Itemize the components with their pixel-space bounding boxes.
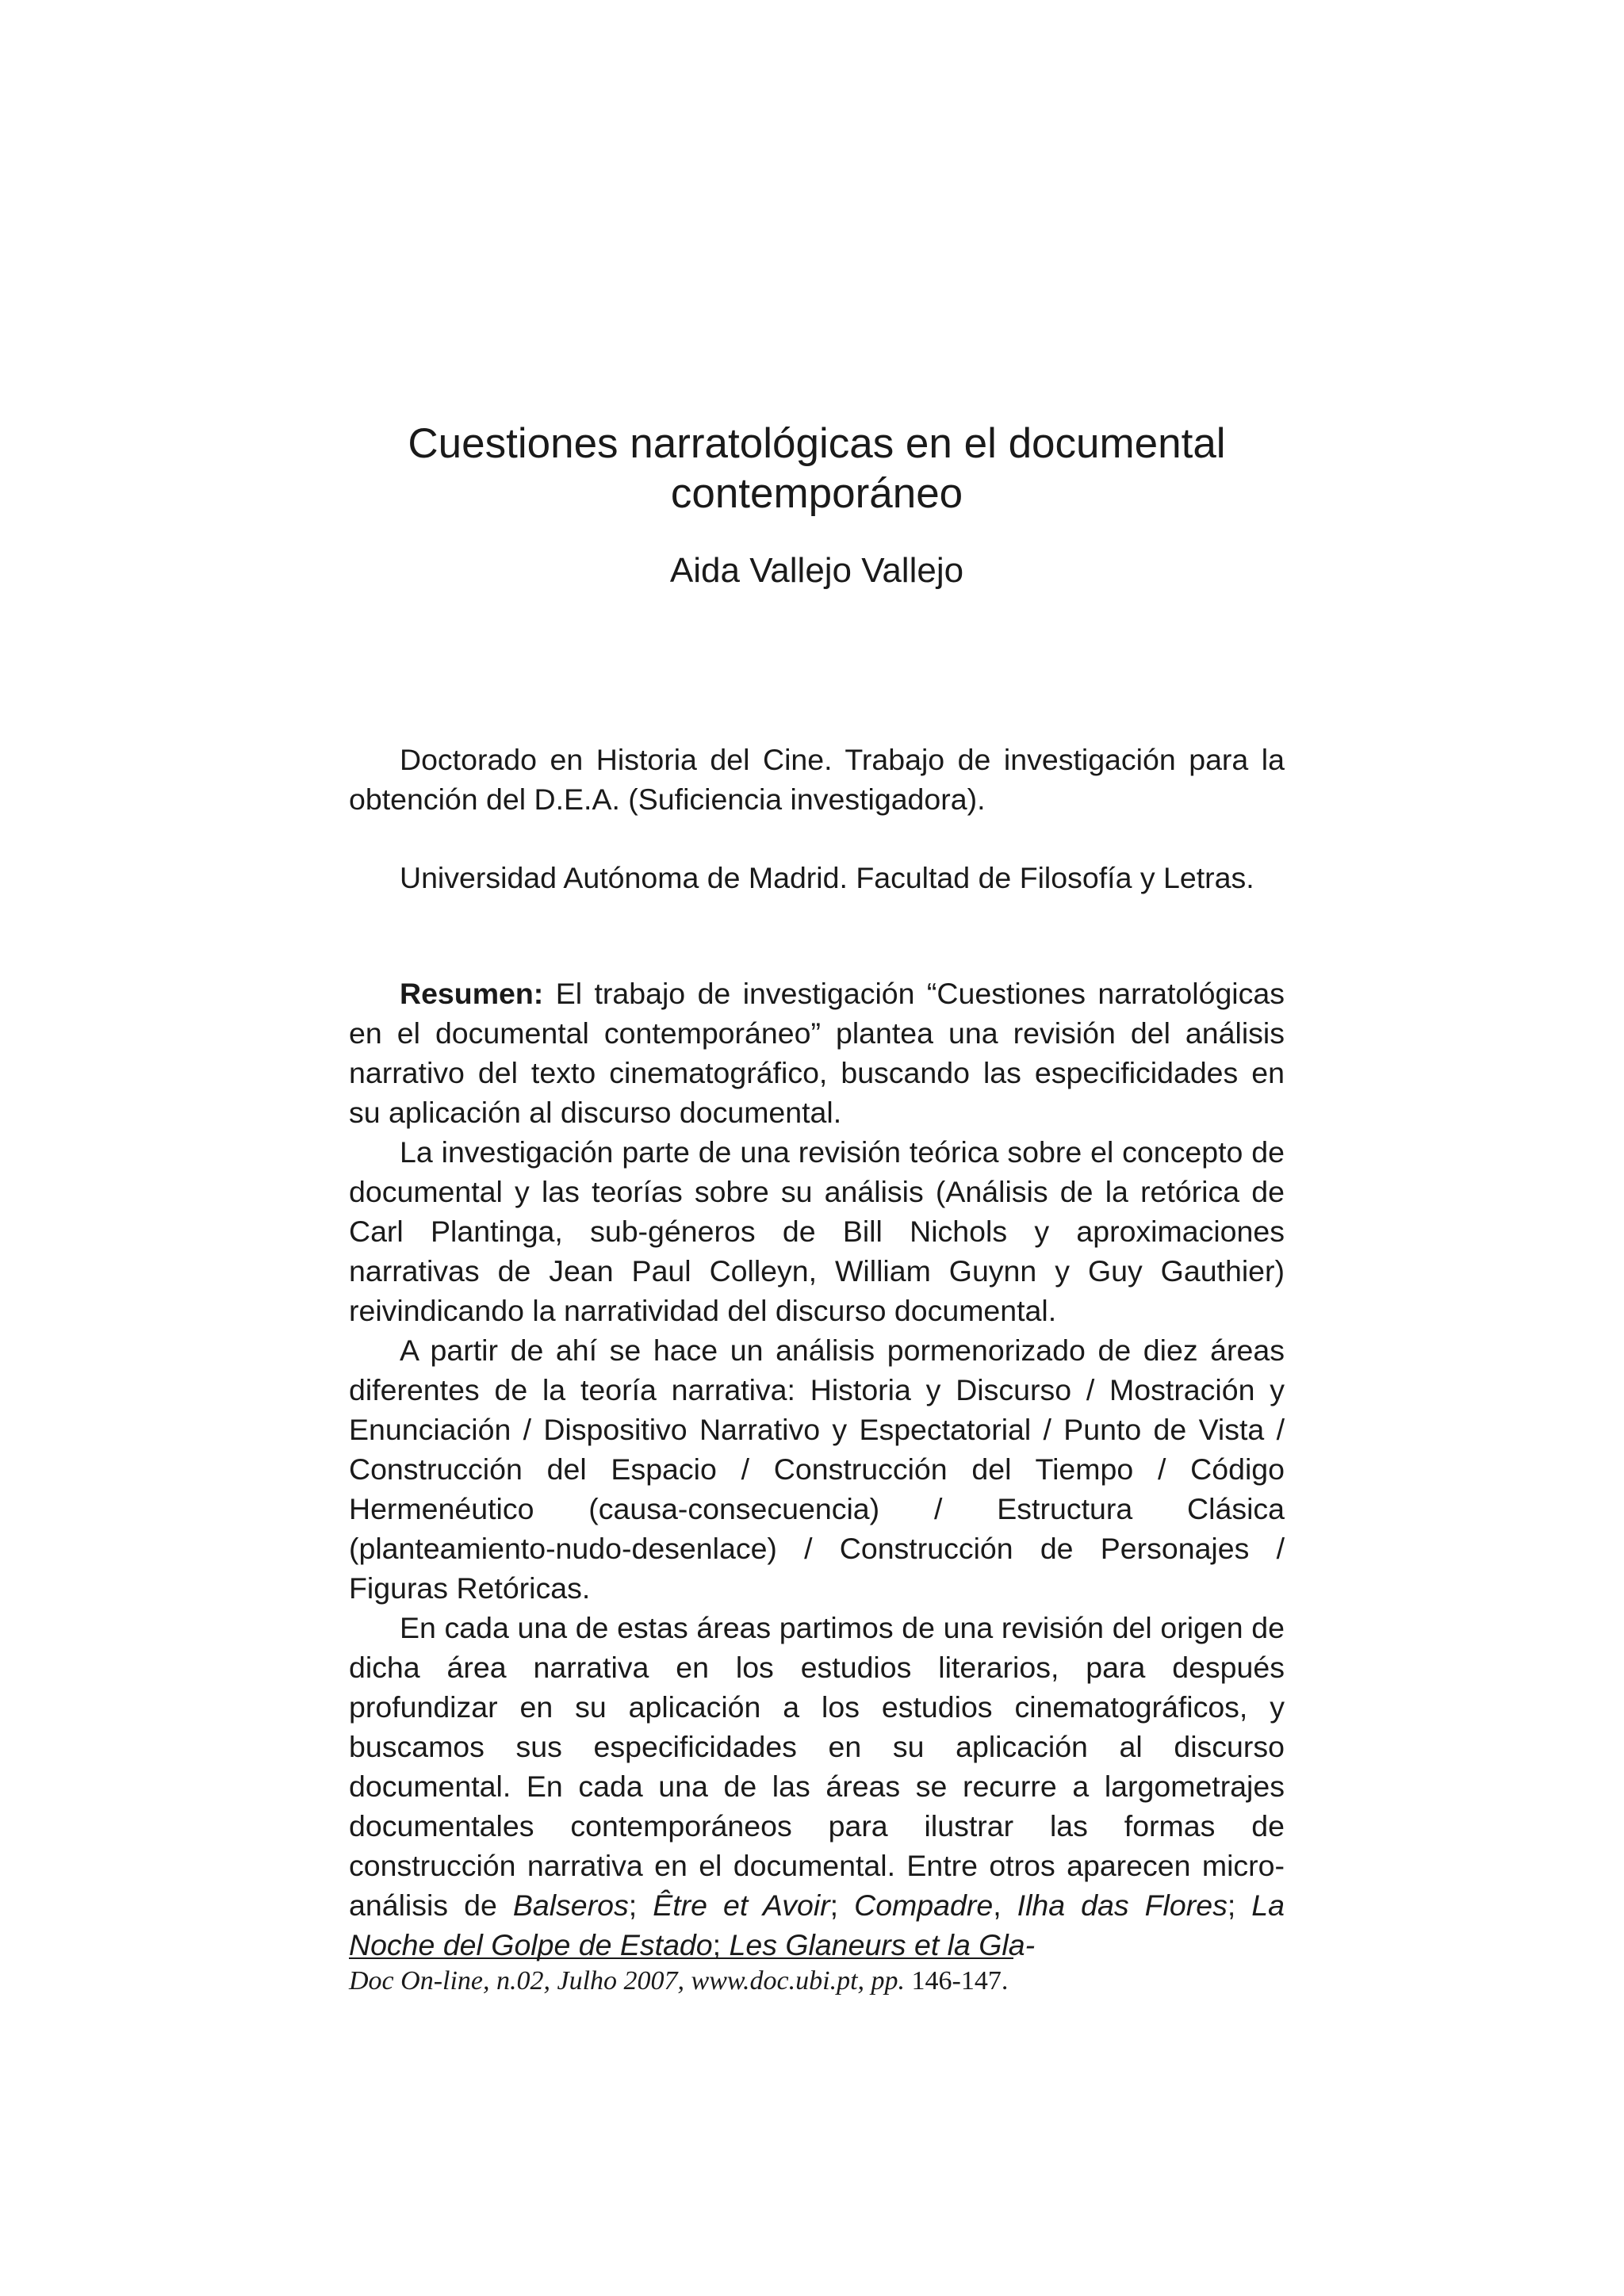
affiliation-university [349, 858, 1285, 897]
footer-citation: Doc On-line, n.02, Julho 2007, www.doc.ubi.pt, pp. [349, 1966, 906, 1996]
abstract-lead: Resumen: [400, 977, 544, 1010]
film-title: Être et Avoir [653, 1888, 830, 1922]
abstract-paragraph-4: En cada una de estas áreas partimos de una revisión del origen de dicha área narrativa en los estudios literarios, para después profundizar en su aplicación a los estudios cinematográficos, y buscamos sus especificidades en su aplicación al discurso documental. En cada una de las áreas se recurre a largometrajes documentales contemporáneos para ilustrar las formas de construcción narrativa en el documental. Entre otros aparecen micro-análisis de Balseros; Être et Avoir; Compadre, Ilha das Flores; La Noche del Golpe de Estado; Les Glaneurs et la Gla- [349, 1611, 1285, 1961]
author-name: Aida Vallejo Vallejo [669, 551, 964, 590]
abstract-p1-text: El trabajo de investigación “Cuestiones narratológicas en el documental contemporáneo” plantea una revisión del análisis narrativo del texto cinematográfico, buscando las especificidades en su aplicación al discurso documental. [349, 977, 1285, 1129]
footer-pages: 146-147 [911, 1966, 1002, 1996]
footnote-rule [349, 1957, 1013, 1959]
film-title: Ilha das Flores [1017, 1888, 1228, 1922]
abstract [349, 974, 1285, 1965]
abstract-p4-text: En cada una de estas áreas partimos de una revisión del origen de dicha área narrativa en los estudios literarios, para después profundizar en su aplicación a los estudios cinematográficos, y buscamos sus especificidades en su aplicación al discurso documental. En cada una de las áreas se recurre a largometrajes documentales contemporáneos para ilustrar las formas de construcción narrativa en el documental. Entre otros aparecen micro-análisis de [349, 1611, 1285, 1922]
film-title: Les Glaneurs et la Gla- [729, 1928, 1036, 1961]
affiliation-degree [349, 740, 1285, 819]
degree-text: Doctorado en Historia del Cine. Trabajo de investigación para la obtención del D.E.A. (Suficiencia investigadora). [349, 743, 1285, 816]
abstract-paragraph-3: A partir de ahí se hace un análisis pormenorizado de diez áreas diferentes de la teoría narrativa: Historia y Discurso / Mostración y Enunciación / Dispositivo Narrativo y Espectatorial / Punto de Vista / Construcción del Espacio / Construcción del Tiempo / Código Hermenéutico (causa-consecuencia) / Estructura Clásica (planteamiento-nudo-desenlace) / Construcción de Personajes / Figuras Retóricas. [349, 1334, 1285, 1605]
page-footer [349, 1964, 1008, 1999]
article-title [349, 419, 1285, 519]
title-line-2: contemporáneo [670, 470, 963, 517]
film-title: Balseros [512, 1888, 629, 1922]
abstract-paragraph-2: La investigación parte de una revisión teórica sobre el concepto de documental y las teorías sobre su análisis (Análisis de la retórica de Carl Plantinga, sub-géneros de Bill Nichols y aproximaciones narrativas de Jean Paul Colleyn, William Guynn y Guy Gauthier) reivindicando la narratividad del discurso documental. [349, 1135, 1285, 1327]
film-title: Compadre [854, 1888, 994, 1922]
university-text: Universidad Autónoma de Madrid. Facultad de Filosofía y Letras. [400, 861, 1254, 894]
title-line-1: Cuestiones narratológicas en el documental [408, 420, 1226, 467]
abstract-paragraph-1 [349, 974, 1285, 1132]
film-title: La Noche del Golpe de Estado [349, 1888, 1285, 1961]
footer-period: . [1001, 1966, 1009, 1996]
